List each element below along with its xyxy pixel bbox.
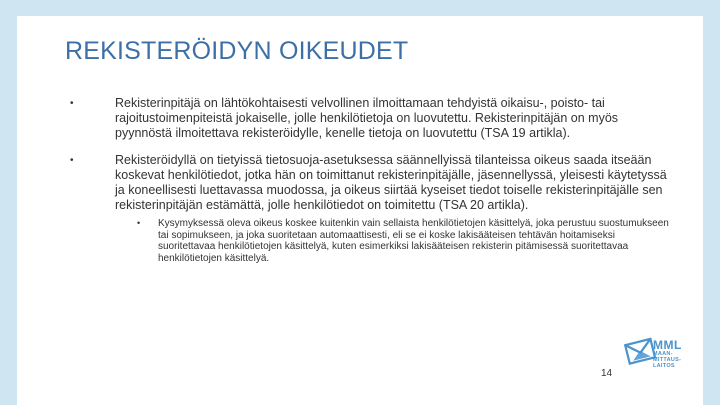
- bullet-text: Rekisterinpitäjä on lähtökohtaisesti velvollinen ilmoittamaan tehdyistä oikaisu-, poisto- tai rajoitustoimenpiteistä jokaiselle, jolle henkilötietoja on luovutettu. Rekisterinpitäjän on myös pyynnöstä ilmoitettava rekisteröidylle, kenelle tietoja on luovutettu (TSA 19 artikla).: [115, 96, 619, 140]
- bullet-list: [70, 96, 670, 276]
- bullet-item: [70, 96, 670, 141]
- page-number: 14: [601, 368, 613, 379]
- sub-bullet-marker: •: [137, 218, 141, 228]
- bullet-text: Rekisteröidyllä on tietyissä tietosuoja-asetuksessa säännellyissä tilanteissa oikeus saada itseään koskevat henkilötiedot, jotka hän on toimittanut rekisterinpitäjälle, jäsennellyssä, yleisesti käytetyssä ja koneellisesti luettavassa muodossa, ja oikeus siirtää kyseiset tiedot toiselle rekisterinpitäjälle sen rekisterinpitäjän estämättä, jolle henkilötiedot on toimitettu (TSA 20 artikla).: [115, 153, 667, 212]
- sub-bullet-item: [70, 218, 670, 264]
- logo-name: MML: [653, 338, 682, 352]
- mml-logo-text: [653, 339, 682, 369]
- bullet-item: [70, 153, 670, 264]
- slide-title: REKISTERÖIDYN OIKEUDET: [65, 37, 409, 65]
- bullet-marker: •: [70, 155, 74, 166]
- logo-line2: MITTAUS-: [653, 357, 682, 363]
- bullet-marker: •: [70, 98, 74, 109]
- sub-bullet-text: Kysymyksessä oleva oikeus koskee kuitenkin vain sellaista henkilötietojen käsittelyä, joka perustuu suostumukseen tai sopimukseen, ja joka suoritetaan automaattisesti, eli se ei koske lakisääteisen tehtävän hoitamiseksi suoritettavaa henkilötietojen käsittelyä, kuten esimerkiksi lakisääteisen rekisterin pitämisessä suoritettavaa henkilötietojen käsittelyä.: [158, 218, 669, 264]
- logo-line3: LAITOS: [653, 363, 675, 369]
- logo-line1: MAAN-: [653, 351, 673, 357]
